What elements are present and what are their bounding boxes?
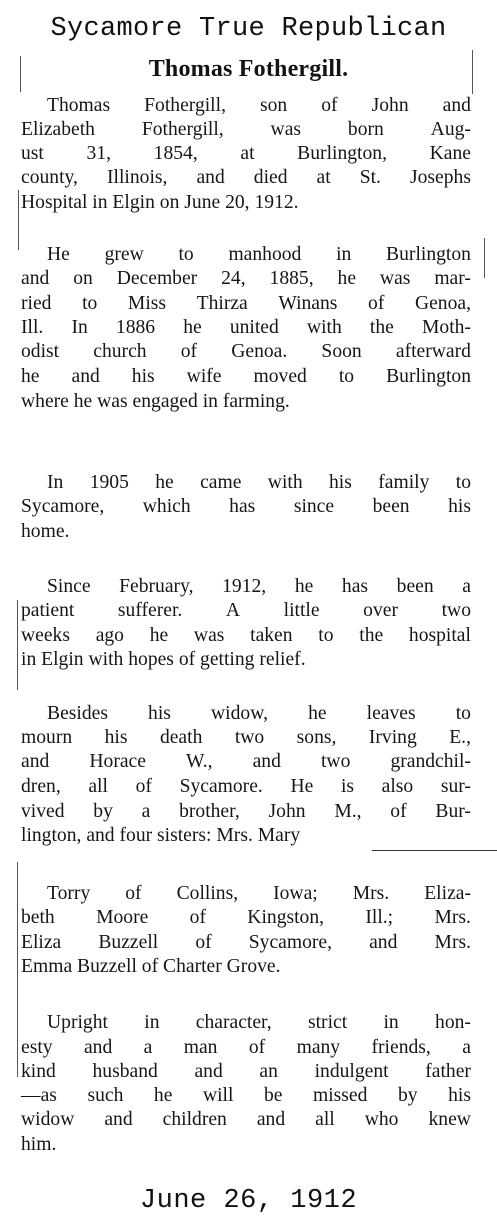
text-line: mourn his death two sons, Irving E.,	[21, 727, 471, 748]
text-line: lington, and four sisters: Mrs. Mary	[21, 825, 301, 846]
text-line: in Elgin with hopes of getting relief.	[21, 649, 306, 670]
text-line: ried to Miss Thirza Winans of Genoa,	[21, 293, 471, 314]
text-line: Hospital in Elgin on June 20, 1912.	[21, 192, 299, 213]
text-line: Emma Buzzell of Charter Grove.	[21, 956, 281, 977]
text-line: Eliza Buzzell of Sycamore, and Mrs.	[21, 932, 471, 953]
text-line: Upright in character, strict in hon-	[47, 1012, 471, 1033]
text-line: esty and a man of many friends, a	[21, 1037, 471, 1058]
text-line: dren, all of Sycamore. He is also sur-	[21, 776, 471, 797]
text-line: him.	[21, 1134, 57, 1155]
text-line: Besides his widow, he leaves to	[47, 703, 471, 724]
text-line: and Horace W., and two grandchil-	[21, 751, 471, 772]
text-line: he and his wife moved to Burlington	[21, 366, 471, 387]
text-line: where he was engaged in farming.	[21, 391, 290, 412]
column-rule-right	[484, 238, 485, 278]
text-line: kind husband and an indulgent father	[21, 1061, 471, 1082]
text-line: He grew to manhood in Burlington	[47, 244, 471, 265]
text-line: odist church of Genoa. Soon afterward	[21, 341, 471, 362]
text-line: Since February, 1912, he has been a	[47, 576, 471, 597]
newspaper-name: Sycamore True Republican	[50, 14, 447, 44]
text-line: and on December 24, 1885, he was mar-	[21, 268, 471, 289]
text-line: weeks ago he was taken to the hospital	[21, 625, 471, 646]
text-line: Sycamore, which has since been his	[21, 496, 471, 517]
obituary-headline: Thomas Fothergill.	[148, 56, 349, 82]
text-line: —as such he will be missed by his	[21, 1085, 471, 1106]
text-line: vived by a brother, John M., of Bur-	[21, 801, 471, 822]
text-line: In 1905 he came with his family to	[47, 472, 471, 493]
text-line: widow and children and all who knew	[21, 1109, 471, 1130]
text-line: Thomas Fothergill, son of John and	[47, 95, 471, 116]
text-line: patient sufferer. A little over two	[21, 600, 471, 621]
text-line: Elizabeth Fothergill, was born Aug-	[21, 119, 471, 140]
text-line: home.	[21, 521, 70, 542]
column-rule-left	[17, 862, 18, 1077]
publication-date: June 26, 1912	[139, 1186, 358, 1216]
clipping-divider	[372, 850, 497, 851]
text-line: ust 31, 1854, at Burlington, Kane	[21, 143, 471, 164]
text-line: county, Illinois, and died at St. Josephs	[21, 167, 471, 188]
text-line: Torry of Collins, Iowa; Mrs. Eliza-	[47, 883, 471, 904]
column-rule-left	[17, 600, 18, 690]
obituary-clipping	[0, 50, 497, 1170]
text-line: beth Moore of Kingston, Ill.; Mrs.	[21, 907, 471, 928]
column-rule-left	[18, 190, 19, 250]
text-line: Ill. In 1886 he united with the Moth-	[21, 317, 471, 338]
